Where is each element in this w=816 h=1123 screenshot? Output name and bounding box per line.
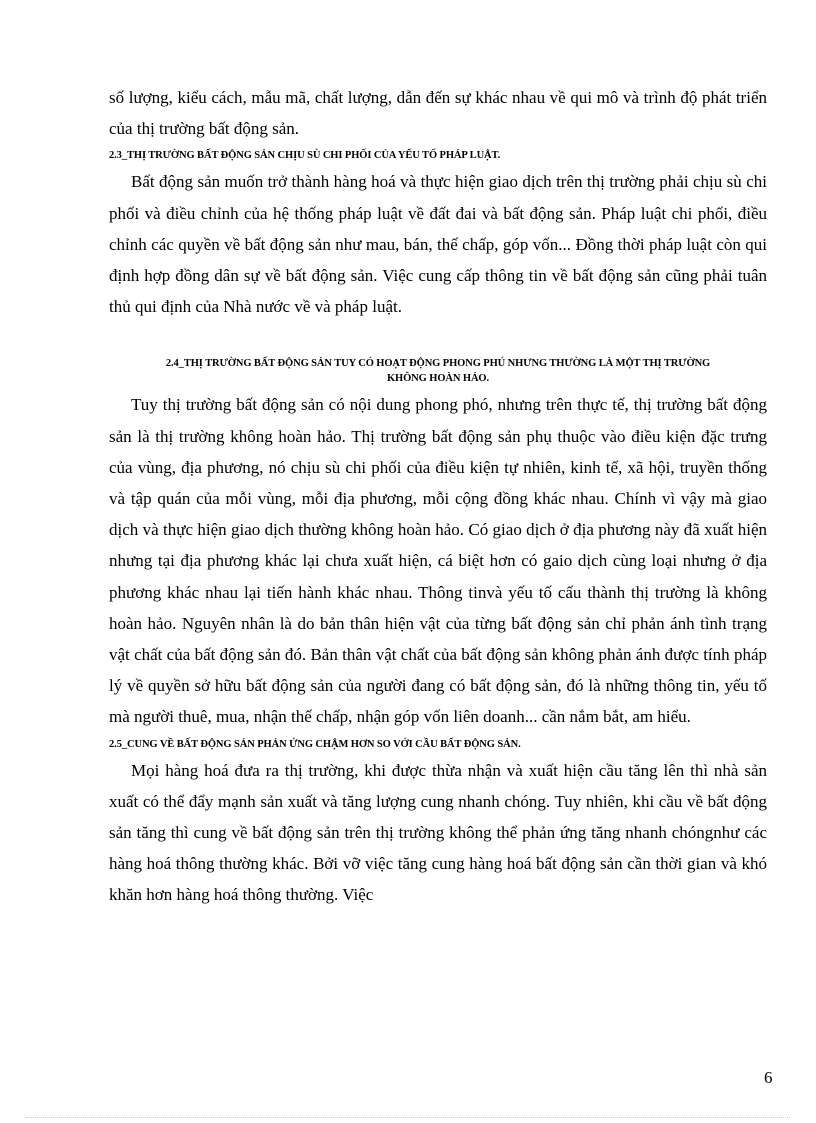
paragraph-2-5: Mọi hàng hoá đưa ra thị trường, khi được thừa nhận và xuất hiện cầu tăng lên thì nhà sản xuất có thể đẩy mạnh sản xuất và tăng lượng cung nhanh chóng. Tuy nhiên, khi cầu về bất động sản tăng thì cung về bất động sản trên thị trường không thể phản ứng tăng nhanh chóngnhư các hàng hoá thông thường khác. Bởi vỡ việc tăng cung hàng hoá bất động sản cần thời gian và khó khăn hơn hàng hoá thông thường. Việc — [109, 760, 767, 905]
paragraph-2-3: Bất động sản muốn trở thành hàng hoá và thực hiện giao dịch trên thị trường phải chịu sù chi phối và điều chỉnh của hệ thống pháp luật về đất đai và bất động sản. Pháp luật chi phối, điều chỉnh các quyền về bất động sản như mau, bán, thế chấp, góp vốn... Đồng thời pháp luật còn qui định hợp đồng dân sự về bất động sản. Việc cung cấp thông tin về bất động sản cũng phải tuân thủ qui định của Nhà nước về và pháp luật. — [109, 172, 767, 317]
section-heading-2-5: 2.5_CUNG VỀ BẤT ĐỘNG SẢN PHẢN ỨNG CHẬM HƠN SO VỚI CẦU BẤT ĐỘNG SẢN. — [109, 738, 521, 750]
page-number: 6 — [764, 1068, 773, 1087]
section-heading-2-4: 2.4_THỊ TRƯỜNG BẤT ĐỘNG SẢN TUY CÓ HOẠT ĐỘNG PHONG PHÚ NHƯNG THƯỜNG LÀ MỘT THỊ TRƯỜNG KHÔNG HOÀN HẢO. — [165, 358, 711, 385]
spacer — [109, 322, 767, 352]
paragraph-intro: số lượng, kiểu cách, mẫu mã, chất lượng, dẫn đến sự khác nhau về qui mô và trình độ phát triển của thị trường bất động sản. — [109, 88, 767, 139]
section-heading-2-3: 2.3_THỊ TRƯỜNG BẤT ĐỘNG SẢN CHỊU SÙ CHI PHỐI CỦA YẾU TỐ PHÁP LUẬT. — [109, 150, 501, 162]
document-body — [109, 82, 767, 911]
footer-divider — [26, 1117, 790, 1118]
paragraph-2-4: Tuy thị trường bất động sản có nội dung phong phó, nhưng trên thực tế, thị trường bất động sản là thị trường không hoàn hảo. Thị trường bất động sản phụ thuộc vào điều kiện đặc trưng của vùng, địa phương, nó chịu sù chi phối của điều kiện tự nhiên, kinh tế, xã hội, truyền thống và tập quán của mỗi vùng, mỗi địa phương, mỗi cộng đồng khác nhau. Chính vì vậy mà giao dịch và thực hiện giao dịch thường không hoàn hảo. Có giao dịch ở địa phương này đã xuất hiện nhưng tại địa phương khác lại chưa xuất hiện, cá biệt hơn có gaio dịch cùng loại nhưng ở địa phương khác nhau lại tiến hành khác nhau. Thông tinvà yếu tố cấu thành thị trường là không hoàn hảo. Nguyên nhân là do bản thân hiện vật của từng bất động sản chỉ phản ánh tình trạng vật chất của bất động sản đó. Bản thân vật chất của bất động sản không phản ánh được tính pháp lý về quyền sở hữu bất động sản của người đang có bất động sản, đó là những thông tin, yếu tố mà người thuê, mua, nhận thế chấp, nhận góp vốn liên doanh... cần nắm bắt, am hiểu. — [109, 395, 767, 727]
